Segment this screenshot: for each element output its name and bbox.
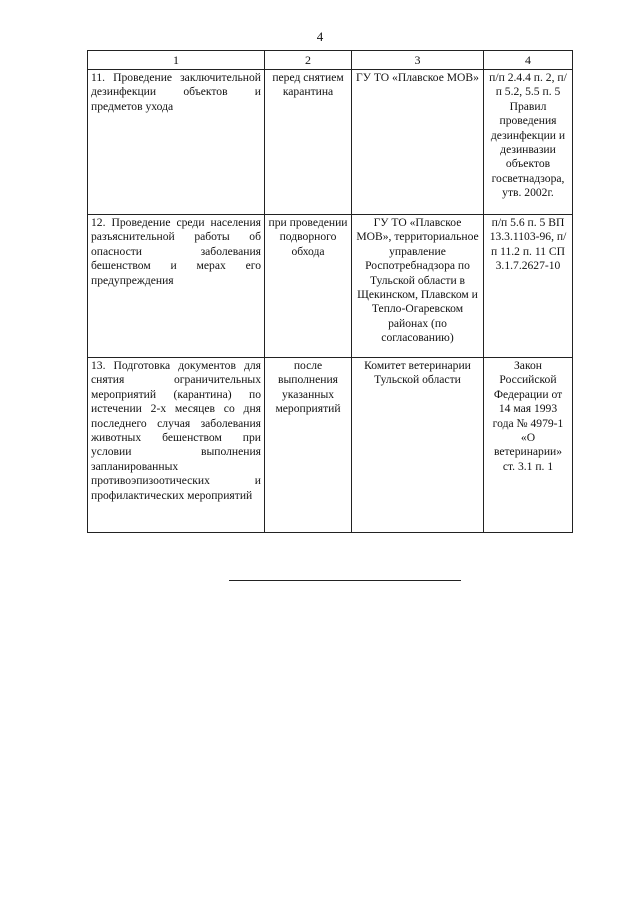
legal-basis-cell: п/п 2.4.4 п. 2, п/п 5.2, 5.5 п. 5 Правил проведения дезинфекции и дезинвазии объектов госветнадзора, утв. 2002г. [484,70,573,215]
measure-cell: 13. Подготовка документов для снятия ограничительных мероприятий (карантина) по истечении 2-х месяцев со дня последнего случая заболевания животных бешенством при условии выполнения запланированных противоэпизоотических и профилактических мероприятий [88,358,265,533]
measure-cell: 12. Проведение среди населения разъяснительной работы об опасности заболевания бешенством и мерах его предупреждения [88,215,265,358]
responsible-cell: ГУ ТО «Плавское МОВ», территориальное управление Роспотребнадзора по Тульской области в Щекинском, Плавском и Тепло-Огаревском районах (по согласованию) [352,215,484,358]
table-row [88,70,573,215]
header-cell-3: 3 [352,51,484,70]
table-row [88,215,573,358]
timing-cell: при проведении подворного обхода [265,215,352,358]
header-cell-2: 2 [265,51,352,70]
header-cell-1: 1 [88,51,265,70]
measure-cell: 11. Проведение заключительной дезинфекции объектов и предметов ухода [88,70,265,215]
timing-cell: перед снятием карантина [265,70,352,215]
timing-cell: после выполнения указанных мероприятий [265,358,352,533]
responsible-cell: ГУ ТО «Плавское МОВ» [352,70,484,215]
legal-basis-cell: п/п 5.6 п. 5 ВП 13.3.1103-96, п/п 11.2 п. 11 СП 3.1.7.2627-10 [484,215,573,358]
header-cell-4: 4 [484,51,573,70]
document-end-rule [229,580,461,581]
measures-table [87,50,573,533]
responsible-cell: Комитет ветеринарии Тульской области [352,358,484,533]
table-row [88,358,573,533]
page-number: 4 [316,29,324,44]
legal-basis-cell: Закон Российской Федерации от 14 мая 1993 года № 4979-1 «О ветеринарии» ст. 3.1 п. 1 [484,358,573,533]
header-row [88,51,573,70]
